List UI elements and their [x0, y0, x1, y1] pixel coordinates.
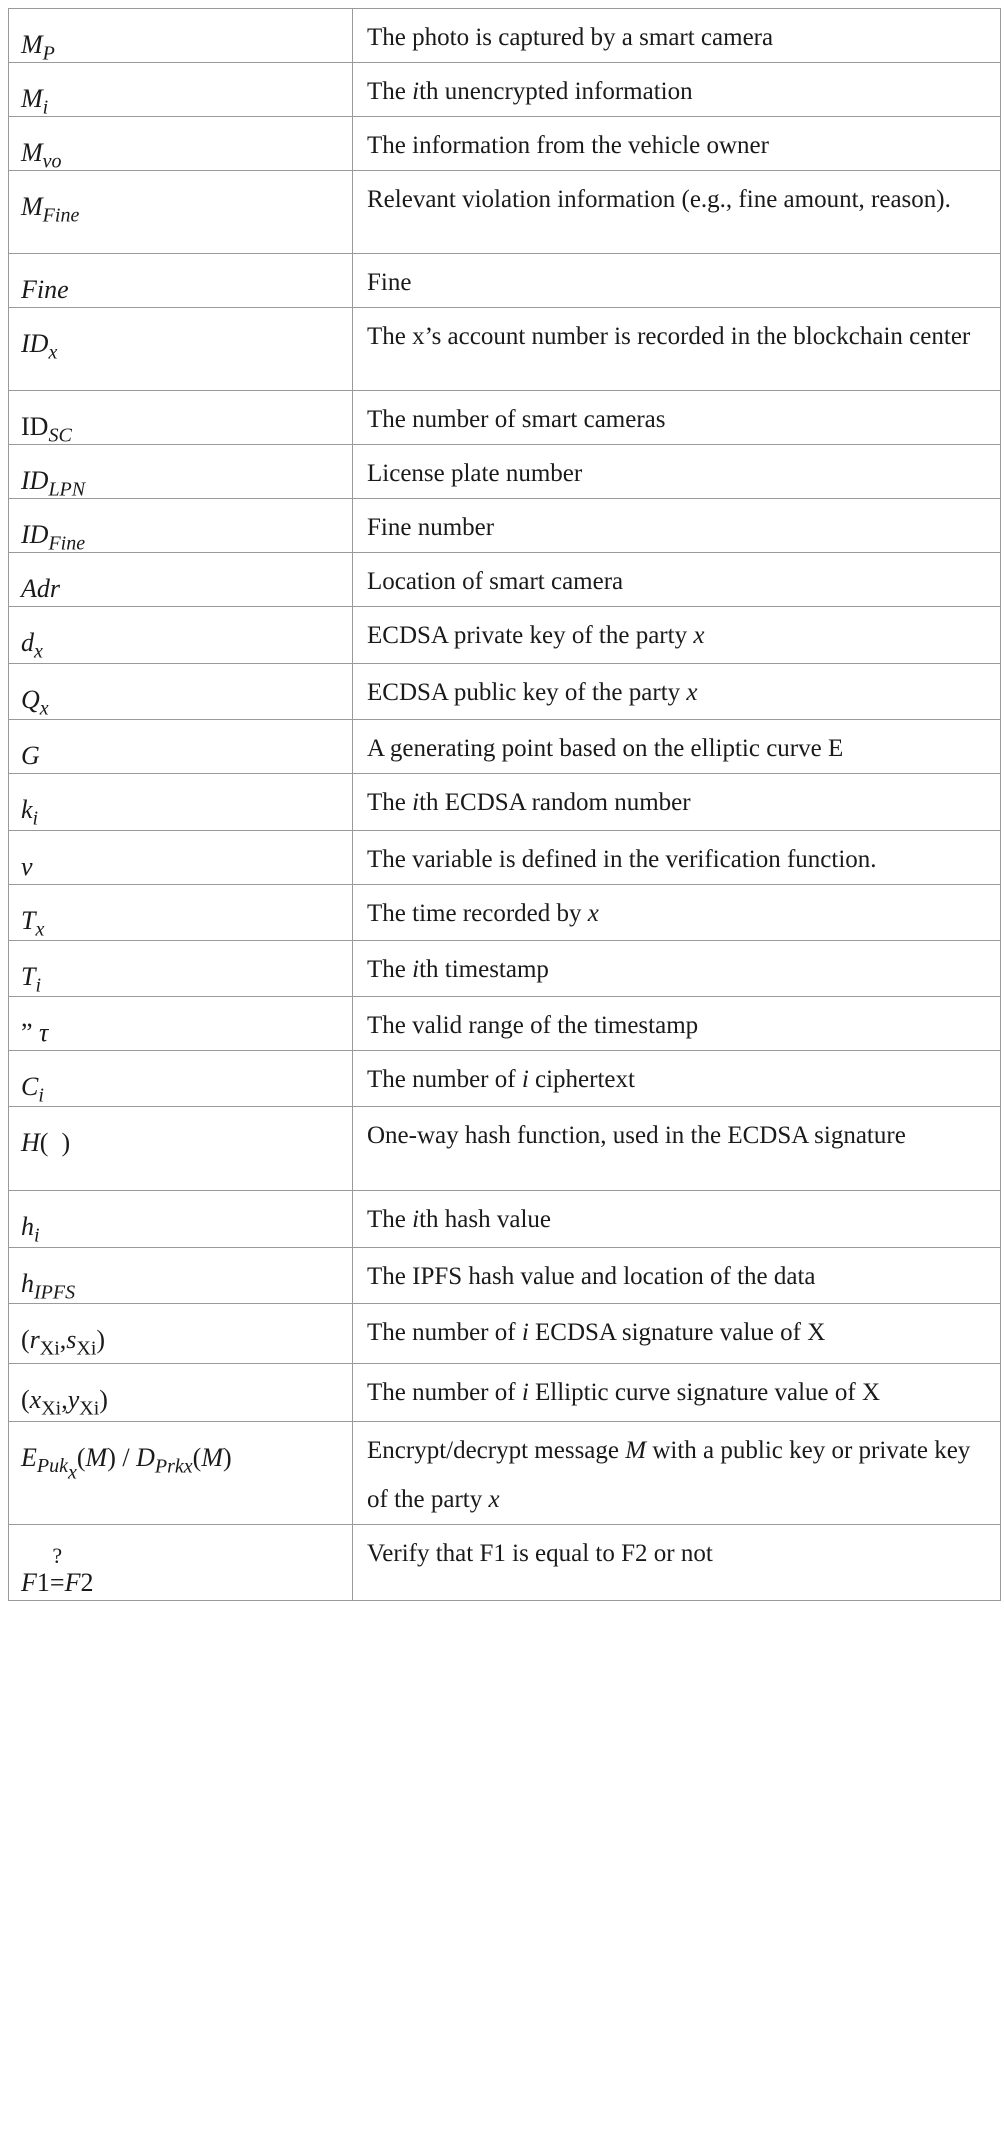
description-cell: ECDSA public key of the party x: [353, 664, 1001, 720]
table-row: [9, 885, 1001, 941]
table-row: [9, 1304, 1001, 1364]
table-row: [9, 664, 1001, 720]
symbol-cell: $E_{Puk_x}(M) / D_{Prkx}(M)$: [9, 1422, 353, 1525]
description-cell: Fine number: [353, 499, 1001, 553]
symbol-cell: $ID_{Fine}$: [9, 499, 353, 553]
table-row: [9, 1525, 1001, 1601]
table-row: [9, 607, 1001, 664]
description-cell: Relevant violation information (e.g., fine amount, reason).: [353, 171, 1001, 254]
symbol-cell: Adr: [9, 553, 353, 607]
table-row: [9, 553, 1001, 607]
symbol-cell: F1 ? =F2: [9, 1525, 353, 1601]
symbol-cell: $h_i$: [9, 1191, 353, 1248]
table-row: [9, 171, 1001, 254]
description-cell: The number of smart cameras: [353, 391, 1001, 445]
description-cell: The ith ECDSA random number: [353, 774, 1001, 831]
table-row: [9, 720, 1001, 774]
description-cell: The number of i ciphertext: [353, 1051, 1001, 1107]
table-row: [9, 997, 1001, 1051]
table-row: [9, 1051, 1001, 1107]
symbol-cell: $Q_x$: [9, 664, 353, 720]
description-cell: The information from the vehicle owner: [353, 117, 1001, 171]
table-row: [9, 9, 1001, 63]
description-cell: The number of i ECDSA signature value of X: [353, 1304, 1001, 1364]
symbol-cell: $M_P$: [9, 9, 353, 63]
notation-table: [8, 8, 1001, 1601]
symbol-cell: $C_i$: [9, 1051, 353, 1107]
symbol-cell: $(x_{Xi},y_{Xi})$: [9, 1364, 353, 1422]
table-row: [9, 308, 1001, 391]
description-cell: A generating point based on the elliptic curve E: [353, 720, 1001, 774]
table-row: [9, 1422, 1001, 1525]
table-row: [9, 941, 1001, 997]
description-cell: The IPFS hash value and location of the data: [353, 1248, 1001, 1304]
description-cell: One-way hash function, used in the ECDSA signature: [353, 1107, 1001, 1191]
symbol-cell: v: [9, 831, 353, 885]
symbol-cell: ” τ: [9, 997, 353, 1051]
table-row: [9, 445, 1001, 499]
table-row: [9, 831, 1001, 885]
symbol-cell: $d_x$: [9, 607, 353, 664]
table-row: [9, 254, 1001, 308]
table-row: [9, 774, 1001, 831]
symbol-cell: $T_x$: [9, 885, 353, 941]
description-cell: The x’s account number is recorded in the blockchain center: [353, 308, 1001, 391]
table-row: [9, 391, 1001, 445]
description-cell: The variable is defined in the verification function.: [353, 831, 1001, 885]
symbol-cell: $T_i$: [9, 941, 353, 997]
symbol-cell: $M_{vo}$: [9, 117, 353, 171]
symbol-cell: $M_{Fine}$: [9, 171, 353, 254]
symbol-cell: $h_{IPFS}$: [9, 1248, 353, 1304]
symbol-cell: Fine: [9, 254, 353, 308]
table-row: [9, 1248, 1001, 1304]
description-cell: Location of smart camera: [353, 553, 1001, 607]
symbol-cell: $M_i$: [9, 63, 353, 117]
description-cell: The photo is captured by a smart camera: [353, 9, 1001, 63]
symbol-cell: $(r_{Xi},s_{Xi})$: [9, 1304, 353, 1364]
description-cell: The number of i Elliptic curve signature value of X: [353, 1364, 1001, 1422]
table-row: [9, 1191, 1001, 1248]
symbol-cell: $k_i$: [9, 774, 353, 831]
description-cell: ECDSA private key of the party x: [353, 607, 1001, 664]
description-cell: The valid range of the timestamp: [353, 997, 1001, 1051]
table-row: [9, 1107, 1001, 1191]
table-row: [9, 117, 1001, 171]
description-cell: Verify that F1 is equal to F2 or not: [353, 1525, 1001, 1601]
description-cell: The time recorded by x: [353, 885, 1001, 941]
table-row: [9, 63, 1001, 117]
description-cell: Encrypt/decrypt message M with a public key or private key of the party x: [353, 1422, 1001, 1525]
symbol-cell: G: [9, 720, 353, 774]
table-row: [9, 1364, 1001, 1422]
table-row: [9, 499, 1001, 553]
symbol-cell: $ID_x$: [9, 308, 353, 391]
description-cell: Fine: [353, 254, 1001, 308]
description-cell: License plate number: [353, 445, 1001, 499]
description-cell: The ith unencrypted information: [353, 63, 1001, 117]
description-cell: The ith timestamp: [353, 941, 1001, 997]
symbol-cell: H( ): [9, 1107, 353, 1191]
symbol-cell: $ID_{LPN}$: [9, 445, 353, 499]
symbol-cell: $ID_{SC}$: [9, 391, 353, 445]
description-cell: The ith hash value: [353, 1191, 1001, 1248]
